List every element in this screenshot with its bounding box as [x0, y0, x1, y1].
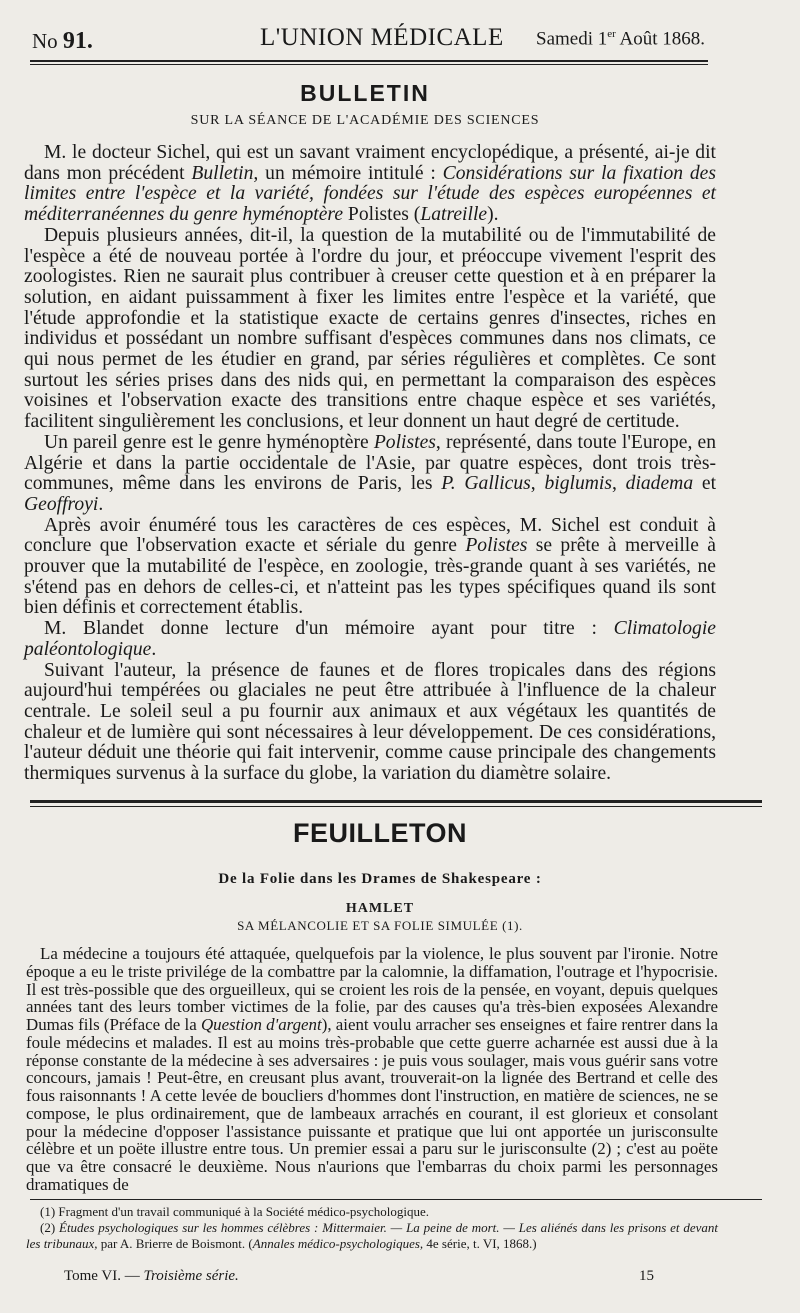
bulletin-paragraph: [24, 433, 716, 516]
issue-date-sup: er: [607, 28, 616, 40]
bulletin-paragraph: [24, 143, 716, 226]
text-run: se prête à merveille à prouver que la mutabilité de l'espèce, en zoologie, très-grande quant à ses variétés, ne s'étend pas en dehors de celles-ci, et n'atteint pas les types spécifiques quand ils sont bien définis et correctement établis.: [24, 535, 716, 619]
italic-run: Considérations sur la fixation des limites entre l'espèce et la variété, fondées sur l'étude des espèces européennes et méditerranéennes du genre hyménoptère: [24, 162, 716, 226]
page-header: [32, 22, 705, 56]
italic-run: Polistes: [373, 431, 436, 453]
bulletin-paragraph: [24, 516, 716, 620]
italic-run: Climatologie paléontologique: [24, 618, 716, 660]
text-run: Après avoir énuméré tous les caractères de ces espèces, M. Sichel est conduit à conclure que l'observation exacte et sériale du genre: [24, 514, 716, 557]
text-run: (2): [40, 1220, 59, 1235]
text-run: Polistes (: [343, 204, 421, 226]
header-rule: [30, 60, 708, 62]
italic-run: Troisième série.: [143, 1268, 239, 1284]
issue-number: [32, 28, 93, 55]
footnote-2: [26, 1220, 718, 1252]
feuilleton-rule-thin: [30, 806, 762, 807]
italic-run: Annales médico-psychologiques,: [252, 1236, 424, 1251]
text-run: et: [693, 473, 717, 495]
text-run: La médecine a toujours été attaquée, quelquefois par la violence, le plus souvent par l'ironie. Notre époque a eu le triste privilége de la combattre par la calomnie, la diffamation, l'outrage et l'hypocrisie. Il est très-possible que des orgueilleux, qui se croient les rois de la pensée, en voyant, depuis quelques années tant des leurs tomber victimes de la folie, par des causes qu'a très-bien exposées Alexandre Dumas fils (Préface de la: [26, 944, 718, 1034]
bulletin-paragraph: Depuis plusieurs années, dit-il, la question de la mutabilité ou de l'immutabilité de l'espèce a été de nouveau portée à l'ordre du jour, et préoccupe vivement l'esprit des zoologistes. Rien ne saurait plus contribuer à creuser cette question et à en préparer la solution, en aidant puissamment à fixer les limites entre l'espèce et la variété, que l'étude approfondie et la statistique exacte de certains genres d'insectes, riches en individus et possédant un nombre suffisant d'espèces communes dans nos climats, ce qui nous permet de les étudier en grand, par séries régulières et complètes. Ce sont surtout les séries prises dans des nids qui, en permettant la comparaison des espèces voisines et l'observation exacte des transitions entre chaque espèce et ses variétés, facilitent singulièrement les conclusions, et leur donnent un haut degré de certitude.: [24, 224, 716, 433]
text-run: ,: [611, 473, 626, 495]
text-run: M. le docteur Sichel, qui est un savant vraiment encyclopédique, a présenté, ai-je dit dans mon précédent: [24, 142, 716, 184]
feuilleton-paragraph: [26, 945, 718, 1194]
text-run: Un pareil genre est le genre hyménoptère: [44, 431, 374, 453]
text-run: par A. Brierre de Boismont. (: [97, 1236, 253, 1251]
italic-run: Latreille: [420, 204, 488, 226]
text-run: ).: [487, 204, 499, 226]
feuilleton-body: [26, 945, 718, 1194]
journal-title: L'UNION MÉDICALE: [260, 24, 504, 51]
feuilleton-rule: [30, 800, 762, 803]
italic-run: Question d'argent: [200, 1015, 322, 1034]
text-run: un mémoire intitulé :: [258, 162, 443, 184]
text-run: 4e série, t. VI, 1868.): [423, 1236, 537, 1251]
feuilleton-subheading: SA MÉLANCOLIE ET SA FOLIE SIMULÉE (1).: [237, 918, 523, 933]
page-number: 15: [639, 1268, 654, 1284]
text-run: .: [98, 493, 104, 515]
italic-run: Geoffroyi: [24, 493, 99, 515]
footer-volume: [64, 1268, 239, 1284]
bulletin-subtitle: SUR LA SÉANCE DE L'ACADÉMIE DES SCIENCES: [190, 113, 540, 128]
issue-number-prefix: No: [32, 29, 58, 53]
feuilleton-hamlet: HAMLET: [345, 901, 415, 916]
issue-date: [536, 28, 705, 50]
page-footer: [64, 1268, 654, 1285]
italic-run: Études psychologiques sur les hommes célèbres : Mittermaier. — La peine de mort. — Les aliénés dans les prisons et devant les tribunaux,: [26, 1220, 718, 1251]
bulletin-paragraph: [24, 619, 716, 660]
issue-number-value: 91.: [62, 28, 93, 54]
italic-run: Polistes: [465, 535, 528, 557]
bulletin-body: [24, 143, 716, 785]
bulletin-paragraph: Suivant l'auteur, la présence de faunes et de flores tropicales dans des régions aujourd'hui tempérées ou glaciales ne peut être attribuée à l'influence de la chaleur centrale. Le soleil seul a pu fournir aux animaux et aux végétaux les quantités de chaleur et de lumière qui sont nécessaires à leur développement. De ces considérations, l'auteur déduit une théorie qui fait intervenir, comme cause principale des changements thermiques survenus à la surface du globe, la variation du diamètre solaire.: [24, 659, 716, 785]
header-rule-thin: [30, 64, 708, 65]
text-run: ,: [530, 473, 545, 495]
italic-run: diadema: [625, 473, 694, 495]
text-run: .: [151, 638, 157, 660]
text-run: M. Blandet donne lecture d'un mémoire ayant pour titre :: [44, 618, 614, 640]
footnote-rule: [30, 1199, 762, 1200]
italic-run: biglumis: [544, 473, 612, 495]
footnotes: [26, 1204, 718, 1252]
feuilleton-title: FEUILLETON: [292, 818, 467, 848]
text-run: ), aient voulu arracher ses enseignes et faire rentrer dans la foule médecins et malades. Il est au moins très-probable que cette guerre acharnée est aussi due à la réponse constante de la médecine à ses adversaires : je puis vous soulager, mais vous guérir sans votre concours, jamais ! Peut-être, en creusant plus avant, trouverait-on la lignée des Bertrand et celle des fous raisonnants ! A cette levée de boucliers d'hommes dont l'instruction, en matière de sciences, ne se compose, le plus ordinairement, que de lambeaux arrachés en courant, il est glorieux et consolant pour la médecine d'opposer l'assistance puissante et pratique que lui ont apportée un jurisconsulte célèbre et un poëte illustre entre tous. Un premier essai a paru sur le jurisconsulte (2) ; c'est au poëte que va être consacré le deuxième. Nous n'aurions que l'embarras du choix parmi les personnages dramatiques de: [26, 1015, 718, 1194]
italic-run: Bulletin,: [191, 162, 259, 184]
italic-run: P. Gallicus: [441, 473, 531, 495]
text-run: , représenté, dans toute l'Europe, en Algérie et dans la partie occidentale de l'Asie, par quatre espèces, dont trois très-communes, même dans les environs de Paris, les: [24, 431, 716, 495]
feuilleton-heading: De la Folie dans les Drames de Shakespeare :: [218, 871, 542, 887]
footnote-1: (1) Fragment d'un travail communiqué à la Société médico-psychologique.: [40, 1204, 429, 1219]
issue-date-day: Samedi 1: [536, 28, 608, 50]
text-run: Tome VI. —: [64, 1268, 144, 1284]
bulletin-title: BULLETIN: [300, 80, 430, 106]
issue-date-rest: Août 1868.: [615, 28, 705, 50]
